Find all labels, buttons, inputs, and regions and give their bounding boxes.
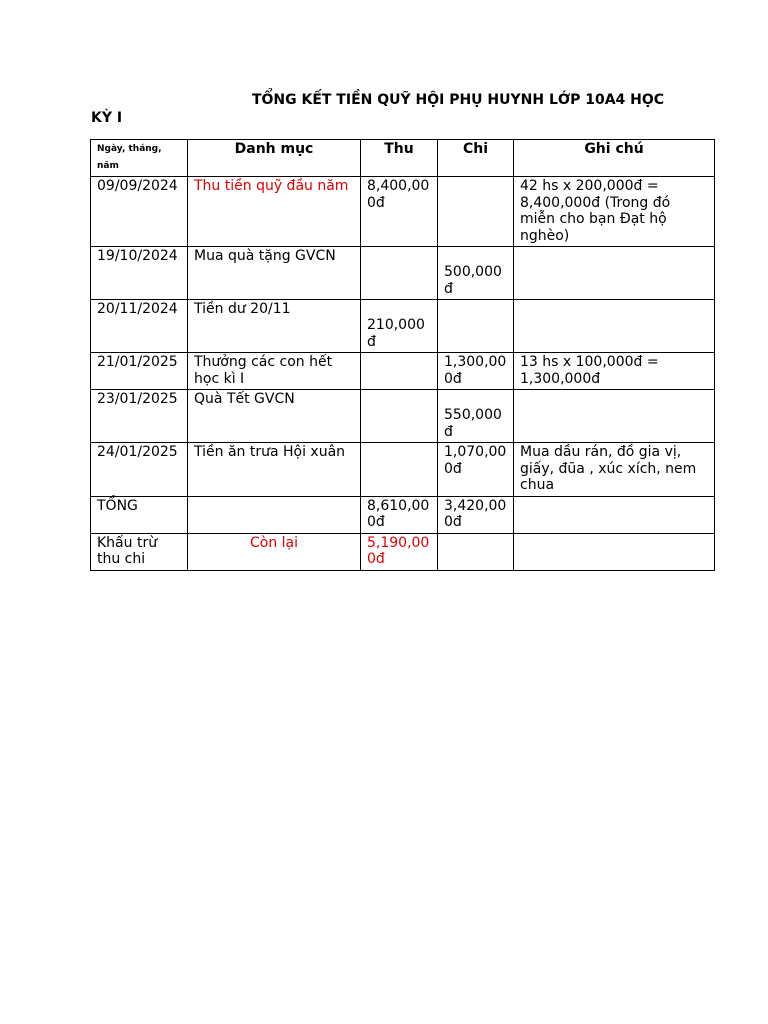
row-note: 42 hs x 200,000đ = 8,400,000đ (Trong đó miễn cho bạn Đạt hộ nghèo) [514,177,715,247]
total-row [91,496,715,533]
row-expense [438,177,514,247]
row-income [361,247,438,300]
row-note [514,247,715,300]
row-expense: 500,000 đ [444,264,502,297]
table-row [91,177,715,247]
row-date: 21/01/2025 [91,353,188,390]
row-income: 8,400,000đ [361,177,438,247]
total-note [514,496,715,533]
row-expense: 1,070,000đ [438,443,514,497]
row-date: 20/11/2024 [91,300,188,353]
row-category: Thưởng các con hết học kì I [188,353,361,390]
table-header-row [91,140,715,177]
header-category: Danh mục [188,140,361,177]
fund-ledger-table [90,139,715,571]
balance-category: Còn lại [188,533,361,570]
row-note: Mua dầu rán, đồ gia vị, giấy, đũa , xúc xích, nem chua [514,443,715,497]
balance-label: Khấu trừ thu chi [91,533,188,570]
header-expense: Chi [438,140,514,177]
total-category [188,496,361,533]
row-date: 09/09/2024 [91,177,188,247]
table-row [91,247,715,300]
balance-note [514,533,715,570]
header-note: Ghi chú [514,140,715,177]
row-category: Tiền ăn trưa Hội xuân [188,443,361,497]
balance-expense [438,533,514,570]
row-category: Quà Tết GVCN [188,390,361,443]
total-expense: 3,420,000đ [438,496,514,533]
row-income [361,353,438,390]
balance-income: 5,190,000đ [361,533,438,570]
header-date: Ngày, tháng, năm [91,140,188,177]
row-income-cell [361,300,438,353]
balance-row [91,533,715,570]
row-note [514,390,715,443]
table-row [91,300,715,353]
row-date: 24/01/2025 [91,443,188,497]
table-row [91,390,715,443]
row-date: 19/10/2024 [91,247,188,300]
row-category: Mua quà tặng GVCN [188,247,361,300]
row-income [361,390,438,443]
row-expense: 550,000 đ [444,407,502,440]
header-income: Thu [361,140,438,177]
total-income: 8,610,000đ [361,496,438,533]
row-note: 13 hs x 100,000đ = 1,300,000đ [514,353,715,390]
row-income [361,443,438,497]
row-category: Tiền dư 20/11 [188,300,361,353]
row-expense [438,300,514,353]
document-title-continuation: KỲ I [91,110,123,126]
row-note [514,300,715,353]
total-label: TỔNG [91,496,188,533]
row-category: Thu tiền quỹ đầu năm [188,177,361,247]
table-row [91,353,715,390]
table-row [91,443,715,497]
row-date: 23/01/2025 [91,390,188,443]
row-income: 210,000 đ [367,317,425,350]
document-title: TỔNG KẾT TIỀN QUỸ HỘI PHỤ HUYNH LỚP 10A4 HỌC [251,92,665,108]
row-expense: 1,300,000đ [438,353,514,390]
row-expense-cell [438,247,514,300]
row-expense-cell [438,390,514,443]
